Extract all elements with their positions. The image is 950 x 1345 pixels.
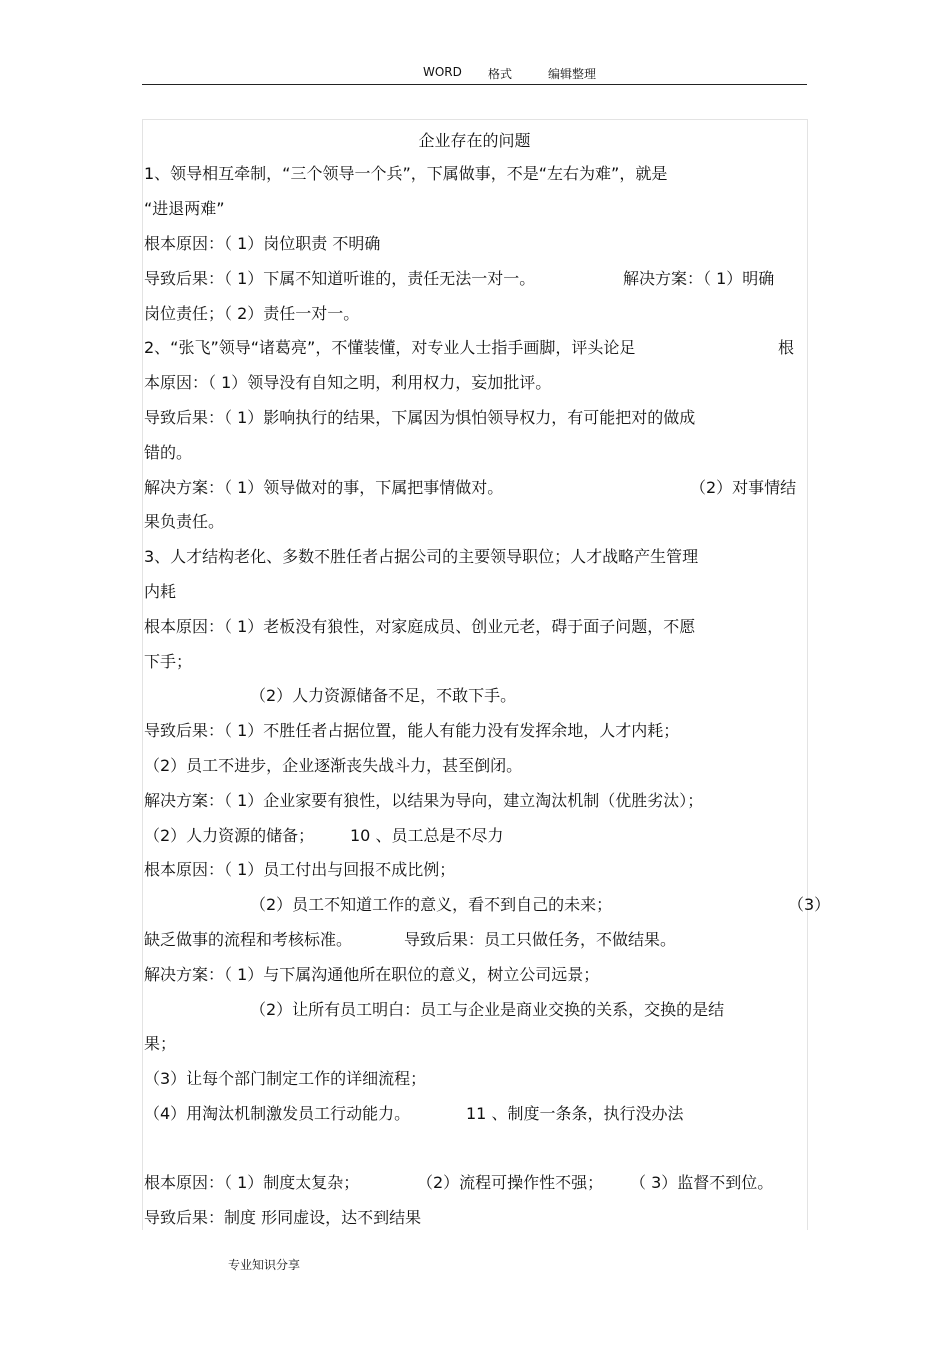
text-line: 缺乏做事的流程和考核标准。	[144, 930, 353, 949]
text-line: 导致后果：（ 1）下属不知道听谁的，责任无法一对一。	[144, 269, 536, 288]
text-line: 根本原因：（ 1）制度太复杂；	[144, 1173, 360, 1192]
text-line: 解决方案：（ 1）领导做对的事，下属把事情做对。	[144, 478, 504, 497]
text-line: “进退两难”	[144, 199, 225, 218]
header-format: 格式	[488, 67, 513, 81]
document-title: 企业存在的问题	[418, 131, 531, 150]
text-line: （3）	[788, 895, 831, 914]
text-line: 导致后果：制度 形同虚设，达不到结果	[144, 1208, 422, 1227]
text-line: 岗位责任；（ 2）责任一对一。	[144, 304, 360, 323]
text-line: 下手；	[144, 652, 193, 671]
text-line: 根本原因：（ 1）员工付出与回报不成比例；	[144, 860, 456, 879]
text-line: 导致后果：员工只做任务，不做结果。	[404, 930, 677, 949]
text-line: （2）人力资源储备不足，不敢下手。	[250, 686, 517, 705]
text-line: 根本原因：（ 1）岗位职责 不明确	[144, 234, 381, 253]
header-word: WORD	[423, 65, 462, 79]
text-line: （4）用淘汰机制激发员工行动能力。	[144, 1104, 411, 1123]
text-line: （ 3）监督不到位。	[630, 1173, 774, 1192]
text-line: （2）员工不知道工作的意义，看不到自己的未来；	[250, 895, 613, 914]
page-footer: 专业知识分享	[228, 1258, 301, 1272]
text-line: 2、“张飞”领导“诸葛亮”，不懂装懂，对专业人士指手画脚，评头论足	[144, 338, 636, 357]
text-line: （2）对事情结	[690, 478, 797, 497]
text-line: 根	[778, 338, 795, 357]
page-header	[142, 62, 807, 85]
text-line: 根本原因：（ 1）老板没有狼性，对家庭成员、创业元老，碍于面子问题，不愿	[144, 617, 696, 636]
text-line: 导致后果：（ 1）不胜任者占据位置，能人有能力没有发挥余地，人才内耗；	[144, 721, 680, 740]
text-line: （2）员工不进步，企业逐渐丧失战斗力，甚至倒闭。	[144, 756, 523, 775]
text-line: （2）人力资源的储备；	[144, 826, 315, 845]
text-line: （2）让所有员工明白：员工与企业是商业交换的关系，交换的是结	[250, 1000, 725, 1019]
text-line: 果负责任。	[144, 512, 225, 531]
text-line: （2）流程可操作性不强；	[417, 1173, 604, 1192]
header-edit: 编辑整理	[548, 67, 597, 81]
text-line: 3、人才结构老化、多数不胜任者占据公司的主要领导职位；人才战略产生管理	[144, 547, 699, 566]
text-line: 导致后果：（ 1）影响执行的结果，下属因为惧怕领导权力，有可能把对的做成	[144, 408, 696, 427]
text-line: 1、领导相互牵制，“三个领导一个兵”，下属做事，不是“左右为难”，就是	[144, 164, 668, 183]
text-line: 解决方案：（ 1）明确	[623, 269, 775, 288]
text-line: 内耗	[144, 582, 177, 601]
text-line: （3）让每个部门制定工作的详细流程；	[144, 1069, 427, 1088]
text-line: 错的。	[144, 443, 193, 462]
text-line: 解决方案：（ 1）与下属沟通他所在职位的意义，树立公司远景；	[144, 965, 600, 984]
text-line: 本原因：（ 1）领导没有自知之明，利用权力，妄加批评。	[144, 373, 552, 392]
text-line: 果；	[144, 1034, 177, 1053]
text-line: 11 、制度一条条，执行没办法	[466, 1104, 684, 1123]
text-line: 10 、员工总是不尽力	[350, 826, 504, 845]
text-line: 解决方案：（ 1）企业家要有狼性，以结果为导向，建立淘汰机制（优胜劣汰）；	[144, 791, 704, 810]
